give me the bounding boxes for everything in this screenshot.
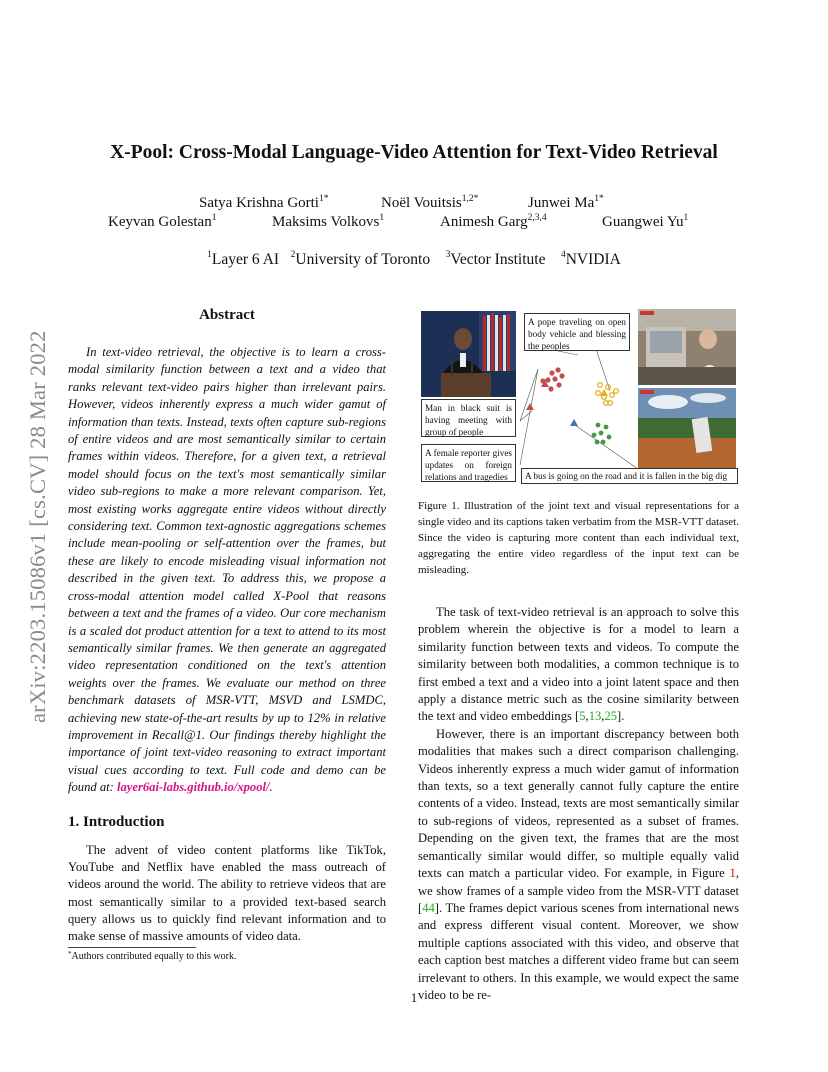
video-embedding-point [552, 376, 557, 381]
author: Keyvan Golestan$^1$ [108, 213, 217, 230]
video-embedding-point [598, 383, 603, 388]
footnote: *Authors contributed equally to this work. [68, 950, 237, 962]
citation[interactable]: 25 [604, 709, 618, 724]
footnote-rule [68, 947, 196, 948]
caption-box-man: Man in black suit is having meeting with group of people [421, 399, 516, 437]
author: Junwei $Ma^{1*}$ [528, 194, 604, 211]
frame-man-suit-image [421, 311, 516, 397]
caption-box-reporter: A female reporter gives updates on foreign relations and tragedies [421, 444, 516, 482]
author: Satya Krishna Gorti$^{1*}$ [199, 194, 329, 211]
figure-1 [418, 307, 740, 487]
author: Maksims Volkovs$^1$ [272, 213, 385, 230]
connector-line [520, 369, 538, 465]
page-number: 1 [410, 990, 418, 1005]
abstract-body: In text-video retrieval, the objective is to learn a cross-modal similarity function between a text and a video that ranks relevant text-video pairs higher than irrelevant pairs. However, videos inherently express a much wider gamut of information than texts. Instead, texts often capture sub-regions of entire videos and are most semantically similar to certain frames within videos. Therefore, for a given text, a retrieval model should focus on the text's most semantically similar video sub-regions to make a more relevant comparison. Yet, most existing works aggregate entire videos without directly considering text. Common text-agnostic aggregations schemes include mean-pooling or self-attention over the frames, but these are likely to encode misleading visual information not described in the given text. To address this, we propose a cross-modal attention model called X-Pool that reasons between a text and the frames of a video. Our core mechanism is a scaled dot product attention for a text to attend to its most semantically similar frames. We then generate an aggregated video representation conditioned on the text's attention weights over the frames. We evaluate our method on three benchmark datasets of MSR-VTT, MSVD and LSMDC, achieving new state-of-the-art results by up to 12% in relative improvement in Recall@1. Our findings thereby highlight the importance of joint text-video reasoning to extract important visual cues according to text. Full code and demo can be found at: layer6ai-labs.github.io/xpool/. [68, 345, 386, 795]
video-embedding-point [610, 393, 615, 398]
caption-box-pope: A pope traveling on open body vehicle and blessing the peoples [524, 313, 630, 351]
introduction-paragraph: The advent of video content platforms like TikTok, YouTube and Netflix have enabled the mass outreach of videos around the world. The ability to retrieve videos that are most semantically similar to a provided text-based search query allows us to quickly find relevant information and to make sense of massive amounts of video data. [68, 843, 386, 944]
video-embedding-point [595, 440, 600, 445]
figure-1-caption: Figure 1. Illustration of the joint text and visual representations for a single video and its captions taken verbatim from the MSR-VTT dataset. Since the video is capturing more content than each individual text, aggregating the entire video regardless of the input text can be misleading. [418, 500, 739, 576]
text-embedding-triangle [526, 403, 534, 410]
video-embedding-point [607, 435, 612, 440]
video-embedding-point [614, 389, 619, 394]
section-heading-introduction: 1. Introduction [68, 814, 165, 830]
citation[interactable]: 5 [579, 709, 586, 724]
connector-line [572, 423, 638, 469]
video-embedding-point [559, 373, 564, 378]
video-embedding-point [556, 382, 561, 387]
citation[interactable]: 13 [588, 709, 602, 724]
affiliations: $^1$Layer 6 AI $^2$University of Toronto $^3$Vector Institute $^4$NVIDIA [207, 250, 621, 268]
author: Animesh Garg$^{2,3,4}$ [440, 213, 547, 230]
video-embedding-point [596, 423, 601, 428]
text-embedding-triangle [570, 419, 578, 426]
video-embedding-point [548, 386, 553, 391]
caption-box-bus: A bus is going on the road and it is fallen in the big dig [521, 468, 738, 484]
frame-bus-dig-image [638, 388, 736, 470]
paragraph: The task of text-video retrieval is an approach to solve this problem wherein the objective is for a model to learn a similarity function between texts and videos. To compute the similarity between both modalities, a common technique is to first embed a text and a video into a joint latent space and then apply a distance metric such as the cosine similarity between the text and video embeddings [5,13,25]. [418, 605, 739, 724]
video-embedding-point [549, 370, 554, 375]
author: Noël Vouitsis$^{1,2*}$ [381, 194, 479, 211]
right-column-body [418, 604, 739, 1004]
code-link[interactable]: layer6ai-labs.github.io/xpool/ [116, 780, 270, 795]
video-embedding-point [604, 425, 609, 430]
video-embedding-point [592, 433, 597, 438]
figure-reference[interactable]: 1 [729, 866, 736, 881]
paragraph: However, there is an important discrepancy between both modalities that makes such a direct comparison challenging. Videos inherently express a much wider gamut of information than texts, so a text generally cannot fully capture the entire contents of a video. Instead, texts are most semantically similar to sub-regions of videos, represented as a subset of frames. Depending on the given text, the frames that are the most semantically similar would differ, so multiple equally valid texts can match a particular video. For example, in Figure 1, we show frames of a sample video from the MSR-VTT dataset [44]. The frames depict various scenes from international news and express different visual content. Moreover, we show multiple captions associated with this video, and observe that each caption best matches a different video frame but can seem irrelevant to others. In this example, we would expect the same video to be re- [418, 726, 739, 1002]
video-embedding-point [601, 440, 606, 445]
video-embedding-point [545, 377, 550, 382]
abstract-heading: Abstract [199, 307, 255, 323]
author: Guangwei Yu$^1$ [602, 213, 689, 230]
video-embedding-point [596, 391, 601, 396]
paper-title: X-Pool: Cross-Modal Language-Video Attention for Text-Video Retrieval [110, 142, 718, 163]
embedding-scatter-plot [518, 347, 640, 487]
citation[interactable]: 44 [422, 900, 435, 915]
video-embedding-point [555, 367, 560, 372]
video-embedding-point [540, 378, 545, 383]
video-embedding-point [599, 431, 604, 436]
arxiv-stamp: arXiv:2203.15086v1 [cs.CV] 28 Mar 2022 [25, 330, 50, 723]
frame-pope-vehicle-image [638, 309, 736, 385]
